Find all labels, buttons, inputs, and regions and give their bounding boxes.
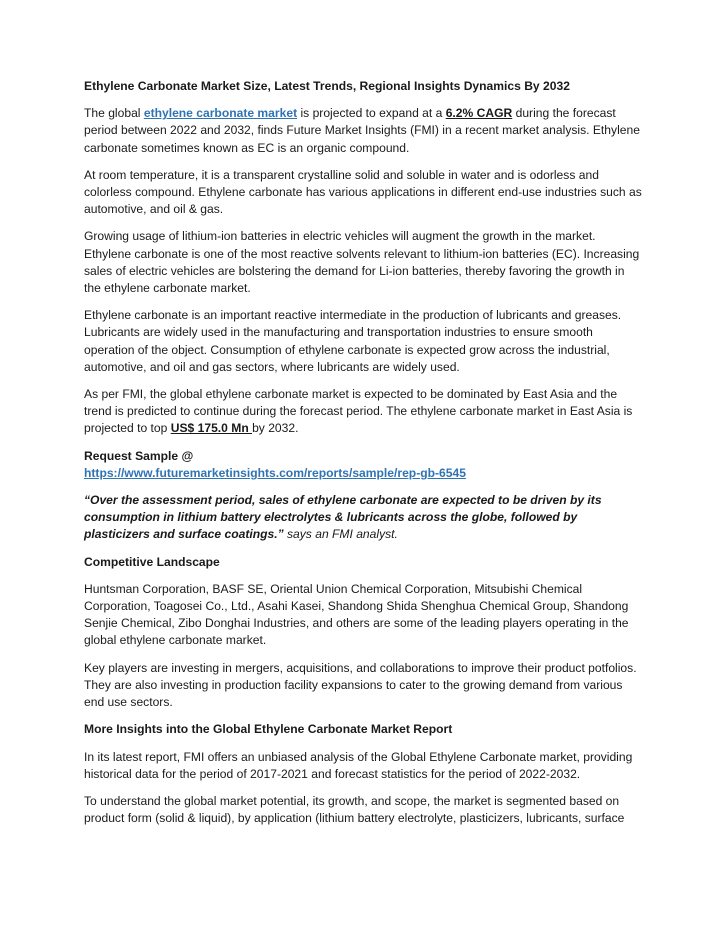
east-asia-value: US$ 175.0 Mn xyxy=(170,421,253,436)
quote-text: “Over the assessment period, sales of ethylene carbonate are expected to be driven by its consumption in lithium battery electrolytes & lubricants across the globe, followed by plasticizers and surface coatings.” xyxy=(84,493,602,542)
east-asia-pre: As per FMI, the global ethylene carbonate market is expected to be dominated by East Asia and the trend is predicted to continue during the forecast period. The ethylene carbonate market in East Asia is projected to top xyxy=(84,387,633,436)
intro-post: during the forecast period between 2022 and 2032, finds Future Market Insights (FMI) in a recent market analysis. Ethylene carbonate sometimes known as EC is an organic compound. xyxy=(84,106,640,155)
insights-heading: More Insights into the Global Ethylene Carbonate Market Report xyxy=(84,722,453,737)
market-link[interactable]: ethylene carbonate market xyxy=(143,106,298,121)
paragraph-lubricants: Ethylene carbonate is an important reactive intermediate in the production of lubricants and greases. Lubricants are widely used in the manufacturing and transportation industries to ensure smooth operation of the object. Consumption of ethylene carbonate is expected grow across the industrial, automotive, and oil and gas sectors, where lubricants are widely used. xyxy=(84,308,622,374)
intro-pre: The global xyxy=(84,106,144,121)
document-title: Ethylene Carbonate Market Size, Latest Trends, Regional Insights Dynamics By 2032 xyxy=(84,79,570,93)
request-sample-link[interactable]: https://www.futuremarketinsights.com/reports/sample/rep-gb-6545 xyxy=(84,465,466,480)
intro-mid: is projected to expand at a xyxy=(297,106,446,121)
paragraph-players: Huntsman Corporation, BASF SE, Oriental Union Chemical Corporation, Mitsubishi Chemical Corporation, Toagosei Co., Ltd., Asahi Kasei, Shandong Shida Shenghua Chemical Group, Shandong Senjie Chemical, Zibo Donghai Industries, and others are some of the leading players operating in the global ethylene carbonate market. xyxy=(84,581,629,648)
document-page xyxy=(84,78,644,837)
analyst-quote xyxy=(84,492,644,544)
paragraph-segmentation: To understand the global market potential, its growth, and scope, the market is segmented based on product form (solid & liquid), by application (lithium battery electrolyte, plasticizers, lubricants, surface xyxy=(84,793,625,826)
east-asia-post: by 2032. xyxy=(252,421,299,436)
cagr-value: 6.2% CAGR xyxy=(445,106,513,121)
quote-attribution: says an FMI analyst. xyxy=(283,527,398,542)
paragraph-investments: Key players are investing in mergers, acquisitions, and collaborations to improve their product potfolios. They are also investing in production facility expansions to cater to the growing demand from various end use sectors. xyxy=(84,660,637,710)
request-sample-label: Request Sample @ xyxy=(84,448,194,463)
paragraph-east-asia xyxy=(84,386,644,438)
paragraph-batteries: Growing usage of lithium-ion batteries in electric vehicles will augment the growth in the market. Ethylene carbonate is one of the most reactive solvents relevant to lithium-ion batteries (EC). Increasing sales of electric vehicles are bolstering the demand for Li-ion batteries, thereby favoring the growth in the ethylene carbonate market. xyxy=(84,229,640,296)
intro-paragraph xyxy=(84,105,644,157)
competitive-landscape-heading: Competitive Landscape xyxy=(84,554,220,569)
paragraph-properties: At room temperature, it is a transparent crystalline solid and soluble in water and is odorless and colorless compound. Ethylene carbonate has various applications in different end-use industries such as automotive, and oil & gas. xyxy=(84,167,642,217)
paragraph-report: In its latest report, FMI offers an unbiased analysis of the Global Ethylene Carbonate market, providing historical data for the period of 2017-2021 and forecast statistics for the period of 2022-2032. xyxy=(84,749,633,781)
request-sample xyxy=(84,448,644,482)
